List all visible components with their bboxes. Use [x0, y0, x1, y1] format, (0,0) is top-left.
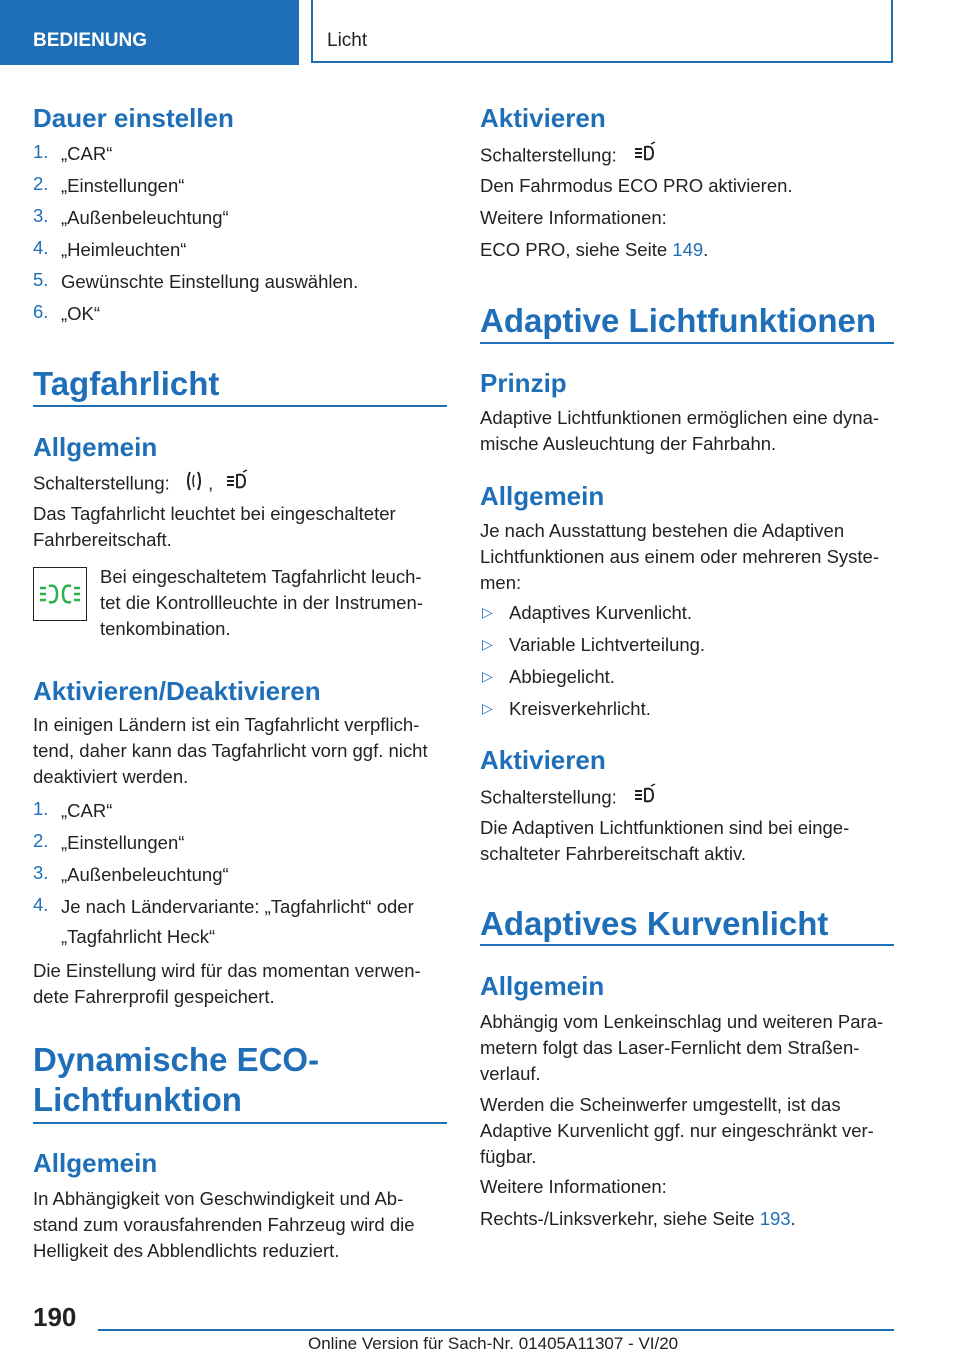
kurven-ref-line	[480, 1206, 796, 1232]
adaptive-akt-line1: Die Adaptiven Lichtfunktionen sind bei einge-	[480, 817, 850, 838]
kurven-allgemein-title: Allgemein	[480, 971, 605, 1001]
bullet-triangle-icon: ▷	[482, 668, 493, 684]
schalter-separator: ,	[208, 472, 214, 494]
indicator-light-icon	[33, 567, 87, 621]
section-rule	[480, 342, 894, 344]
section-rule	[33, 405, 447, 407]
step-number: 6.	[33, 301, 49, 322]
tagfahrlicht-allgemein-title: Allgemein	[33, 432, 158, 462]
step-text: „Einstellungen“	[61, 175, 185, 196]
eco-title-line2: Lichtfunktion	[33, 1081, 242, 1118]
footer-text: Online Version für Sach-Nr. 01405A11307 - VI/20	[308, 1334, 679, 1353]
adaptives-kurvenlicht-title: Adaptives Kurvenlicht	[480, 905, 829, 942]
adaptive-akt-line2: schalteter Fahrbereitschaft aktiv.	[480, 843, 746, 864]
allg-line2: Lichtfunktionen aus einem oder mehreren Syste-	[480, 546, 879, 567]
schalter-line-right2	[480, 783, 658, 814]
bullet-item: Adaptives Kurvenlicht.	[509, 602, 693, 623]
eco-line2: stand zum vorausfahrenden Fahrzeug wird die	[33, 1214, 415, 1235]
step-number: 1.	[33, 141, 49, 162]
kurven-line5: Adaptive Kurvenlicht ggf. nur eingeschränkt ver-	[480, 1120, 874, 1141]
step-number: 3.	[33, 862, 49, 883]
dauer-title: Dauer einstellen	[33, 103, 234, 133]
section-rule	[33, 1122, 447, 1124]
bullet-triangle-icon: ▷	[482, 604, 493, 620]
step-number: 4.	[33, 894, 49, 915]
step-number: 1.	[33, 798, 49, 819]
save-para-line1: Die Einstellung wird für das momentan verwen-	[33, 960, 421, 981]
ref-text: ECO PRO, siehe Seite	[480, 239, 673, 260]
step4-line2: „Tagfahrlicht Heck“	[61, 926, 216, 947]
step-number: 2.	[33, 173, 49, 194]
adaptive-aktivieren-title: Aktivieren	[480, 745, 606, 775]
step-number: 5.	[33, 269, 49, 290]
footer-rule	[98, 1329, 894, 1331]
header-chapter-tab	[311, 0, 893, 63]
bullet-triangle-icon: ▷	[482, 700, 493, 716]
weitere-info-line: Weitere Informationen:	[480, 207, 667, 228]
step-number: 3.	[33, 205, 49, 226]
eco-pro-line: Den Fahrmodus ECO PRO aktivieren.	[480, 175, 793, 196]
step-text: „Einstellungen“	[61, 832, 185, 853]
schalter-label: Schalterstellung:	[480, 144, 617, 166]
note-line2: tet die Kontrollleuchte in der Instrumen-	[100, 592, 423, 613]
tagfahrlicht-para1-line2: Fahrbereitschaft.	[33, 529, 172, 550]
step-text: „CAR“	[61, 800, 113, 821]
bullet-triangle-icon: ▷	[482, 636, 493, 652]
kurven-line6: fügbar.	[480, 1146, 537, 1167]
step-text: „CAR“	[61, 143, 113, 164]
header-section-label: BEDIENUNG	[33, 30, 148, 51]
aktivieren-title: Aktivieren	[480, 103, 606, 133]
allg-line3: men:	[480, 572, 522, 593]
akt-para-line3: deaktiviert werden.	[33, 766, 189, 787]
prinzip-title: Prinzip	[480, 368, 567, 398]
schalter-line-right	[480, 141, 658, 172]
header-chapter-label: Licht	[327, 30, 368, 51]
kurven-line1: Abhängig vom Lenkeinschlag und weiteren Para-	[480, 1011, 884, 1032]
save-para-line2: dete Fahrerprofil gespeichert.	[33, 986, 275, 1007]
step-text: „Außenbeleuchtung“	[61, 207, 229, 228]
kurven-line7: Weitere Informationen:	[480, 1176, 667, 1197]
page-number: 190	[33, 1302, 77, 1332]
ref-period: .	[703, 239, 709, 260]
auto-light-icon	[632, 141, 658, 172]
note-line3: tenkombination.	[100, 618, 231, 639]
adaptive-allgemein-title: Allgemein	[480, 481, 605, 511]
eco-title-line1: Dynamische ECO-	[33, 1041, 320, 1078]
page-link-149[interactable]: 149	[672, 239, 704, 260]
kurven-line4: Werden die Scheinwerfer umgestellt, ist das	[480, 1094, 841, 1115]
step-number: 4.	[33, 237, 49, 258]
parking-light-icon	[185, 469, 203, 500]
tagfahrlicht-para1-line1: Das Tagfahrlicht leuchtet bei eingeschalteter	[33, 503, 396, 524]
ref-period: .	[790, 1208, 796, 1229]
allg-line1: Je nach Ausstattung bestehen die Adaptiven	[480, 520, 845, 541]
eco-line3: Helligkeit des Abblendlichts reduziert.	[33, 1240, 340, 1261]
tagfahrlicht-title: Tagfahrlicht	[33, 365, 220, 402]
note-line1: Bei eingeschaltetem Tagfahrlicht leuch-	[100, 566, 422, 587]
auto-light-icon	[224, 469, 250, 500]
step-text: Gewünschte Einstellung auswählen.	[61, 271, 359, 292]
step-number: 2.	[33, 830, 49, 851]
header-section-tab	[0, 0, 299, 65]
prinzip-line2: mische Ausleuchtung der Fahrbahn.	[480, 433, 777, 454]
adaptive-lichtfunktionen-title: Adaptive Lichtfunktionen	[480, 302, 876, 339]
eco-line1: In Abhängigkeit von Geschwindigkeit und Ab-	[33, 1188, 404, 1209]
schalter-label: Schalterstellung:	[480, 786, 617, 808]
auto-light-icon	[632, 783, 658, 814]
eco-pro-ref-line	[480, 237, 708, 263]
section-rule	[480, 944, 894, 946]
step-text: „Außenbeleuchtung“	[61, 864, 229, 885]
bullet-item: Abbiegelicht.	[509, 666, 615, 687]
schalter-label: Schalterstellung:	[33, 472, 170, 494]
eco-allgemein-title: Allgemein	[33, 1148, 158, 1178]
schalter-line	[33, 469, 250, 500]
step-text: „OK“	[61, 303, 101, 324]
kurven-line2: metern folgt das Laser-Fernlicht dem Straßen-	[480, 1037, 860, 1058]
kurven-line3: verlauf.	[480, 1063, 541, 1084]
bullet-item: Variable Lichtverteilung.	[509, 634, 706, 655]
step-text: Je nach Ländervariante: „Tagfahrlicht“ oder	[61, 896, 414, 917]
aktivieren-deaktivieren-title: Aktivieren/Deaktivieren	[33, 676, 321, 706]
akt-para-line2: tend, daher kann das Tagfahrlicht vorn ggf. nicht	[33, 740, 428, 761]
prinzip-line1: Adaptive Lichtfunktionen ermöglichen eine dyna-	[480, 407, 880, 428]
akt-para-line1: In einigen Ländern ist ein Tagfahrlicht verpflich-	[33, 714, 420, 735]
page-link-193[interactable]: 193	[759, 1208, 791, 1229]
ref-text: Rechts-/Linksverkehr, siehe Seite	[480, 1208, 760, 1229]
bullet-item: Kreisverkehrlicht.	[509, 698, 651, 719]
step-text: „Heimleuchten“	[61, 239, 187, 260]
